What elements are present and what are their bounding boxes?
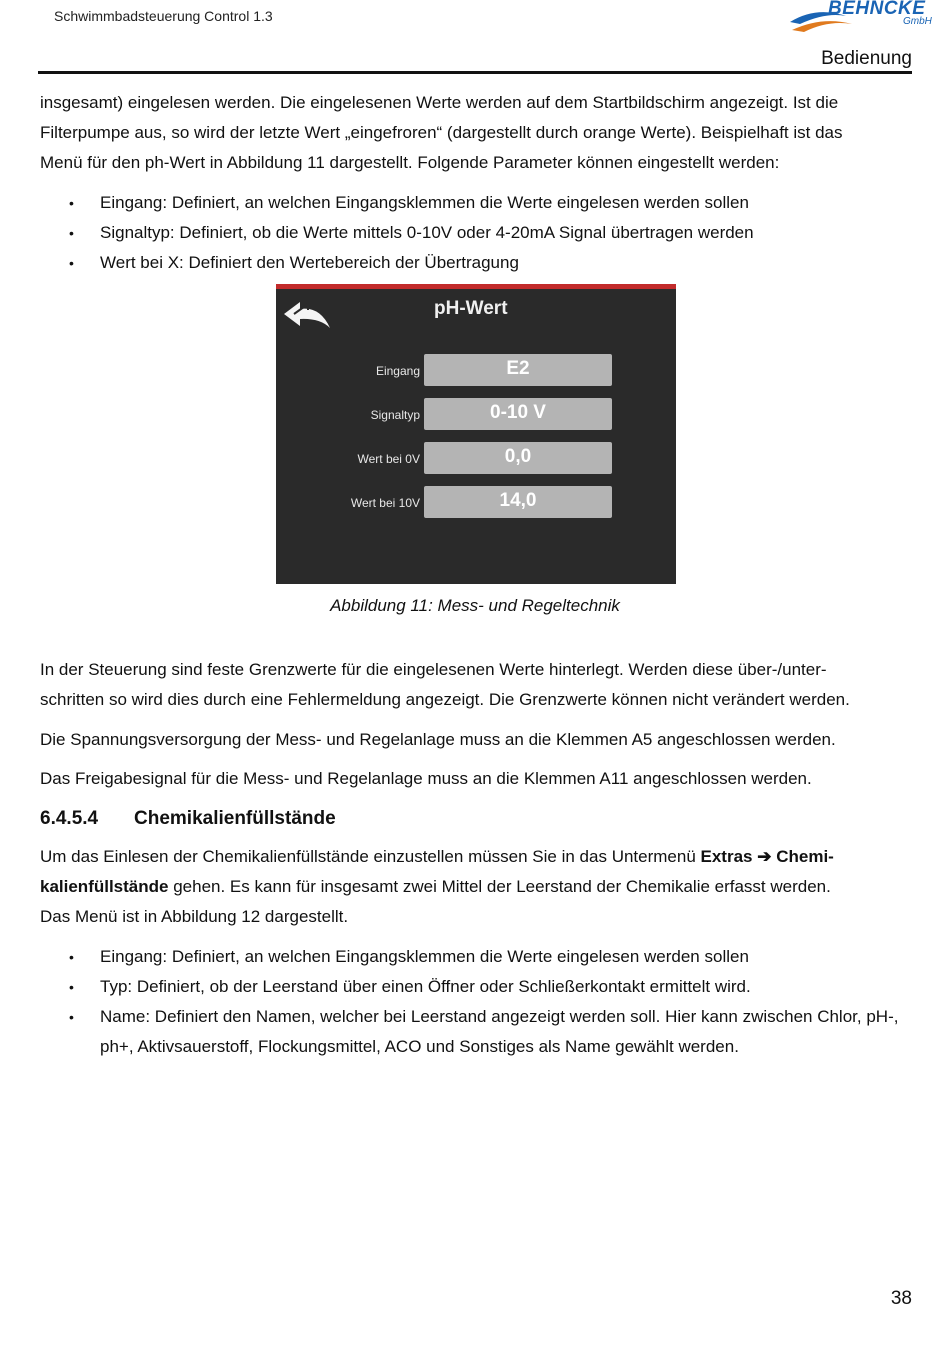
power-supply-paragraph: Die Spannungsversorgung der Mess- und Regelanlage muss an die Klemmen A5 angeschlossen werden. xyxy=(40,730,836,749)
list-item: • Eingang: Definiert, an welchen Eingangsklemmen die Werte eingelesen werden sollen xyxy=(40,942,914,972)
body-line: In der Steuerung sind feste Grenzwerte für die eingelesenen Werte hinterlegt. Werden diese über-/unter- xyxy=(40,660,827,679)
logo-subtitle: GmbH xyxy=(903,16,932,27)
chemicals-paragraph xyxy=(40,842,914,932)
intro-paragraph xyxy=(40,88,914,178)
menu-chemikalienfuellstaende-part2: kalienfüllstände xyxy=(40,877,169,896)
header-rule xyxy=(38,71,912,74)
wert-0v-value-field[interactable]: 0,0 xyxy=(424,442,612,474)
setting-label: Wert bei 0V xyxy=(357,452,420,466)
menu-extras: Extras xyxy=(700,847,753,866)
setting-label: Signaltyp xyxy=(370,408,420,422)
setting-row-wert-0v xyxy=(276,442,676,476)
setting-label: Eingang xyxy=(375,364,420,378)
section-heading xyxy=(40,808,336,830)
limits-paragraph xyxy=(40,655,914,715)
intro-line: Filterpumpe aus, so wird der letzte Wert „eingefroren“ (dargestellt durch orange Werte). Beispielhaft ist das xyxy=(40,123,843,142)
setting-label: Wert bei 10V xyxy=(350,496,420,510)
section-heading-title: Chemikalienfüllstände xyxy=(134,808,336,829)
back-arrow-icon[interactable] xyxy=(280,294,336,334)
release-signal-paragraph: Das Freigabesignal für die Mess- und Regelanlage muss an die Klemmen A11 angeschlossen werden. xyxy=(40,769,812,788)
arrow-right-icon: ➔ xyxy=(757,847,772,866)
intro-line: Menü für den ph-Wert in Abbildung 11 dargestellt. Folgende Parameter können eingestellt werden: xyxy=(40,153,780,172)
text-span: gehen. Es kann für insgesamt zwei Mittel der Leerstand der Chemikalie erfasst werden. xyxy=(168,877,831,896)
page-number: 38 xyxy=(890,1288,912,1309)
document-title: Schwimmbadsteuerung Control 1.3 xyxy=(54,8,273,24)
section-title: Bedienung xyxy=(821,48,912,69)
setting-row-eingang xyxy=(276,354,676,388)
chemicals-line-1 xyxy=(40,842,914,872)
list-item: • Signaltyp: Definiert, ob die Werte mittels 0-10V oder 4-20mA Signal übertragen werden xyxy=(40,218,914,248)
setting-row-signaltyp xyxy=(276,398,676,432)
ph-wert-screenshot xyxy=(276,284,676,584)
list-item: • Typ: Definiert, ob der Leerstand über einen Öffner oder Schließerkontakt ermittelt wird. xyxy=(40,972,914,1002)
signaltyp-value-field[interactable]: 0-10 V xyxy=(424,398,612,430)
figure-caption: Abbildung 11: Mess- und Regeltechnik xyxy=(330,596,620,615)
eingang-value-field[interactable]: E2 xyxy=(424,354,612,386)
text-span: Um das Einlesen der Chemikalienfüllstände einzustellen müssen Sie in das Untermenü xyxy=(40,847,701,866)
chemicals-line-2 xyxy=(40,872,914,902)
chemicals-parameter-list xyxy=(40,942,914,1062)
wert-10v-value-field[interactable]: 14,0 xyxy=(424,486,612,518)
body-line: schritten so wird dies durch eine Fehlermeldung angezeigt. Die Grenzwerte können nicht verändert werden. xyxy=(40,690,850,709)
list-item: • Name: Definiert den Namen, welcher bei Leerstand angezeigt werden soll. Hier kann zwischen Chlor, pH-, ph+, Aktivsauerstoff, Flockungsmittel, ACO und Sonstiges als Name gewählt werden. xyxy=(40,1002,914,1062)
intro-line: insgesamt) eingelesen werden. Die eingelesenen Werte werden auf dem Startbildschirm angezeigt. Ist die xyxy=(40,93,839,112)
screen-title: pH-Wert xyxy=(434,298,508,319)
chemicals-line-3: Das Menü ist in Abbildung 12 dargestellt. xyxy=(40,907,349,926)
screen-top-bar xyxy=(276,284,676,289)
logo-wordmark: BEHNCKE xyxy=(828,0,926,19)
list-item: • Eingang: Definiert, an welchen Eingangsklemmen die Werte eingelesen werden sollen xyxy=(40,188,914,218)
menu-chemikalienfuellstaende-part1: Chemi- xyxy=(776,847,834,866)
setting-row-wert-10v xyxy=(276,486,676,520)
list-item: • Wert bei X: Definiert den Wertebereich der Übertragung xyxy=(40,248,914,278)
section-number: 6.4.5.4 xyxy=(40,808,99,829)
parameter-list xyxy=(40,188,914,278)
